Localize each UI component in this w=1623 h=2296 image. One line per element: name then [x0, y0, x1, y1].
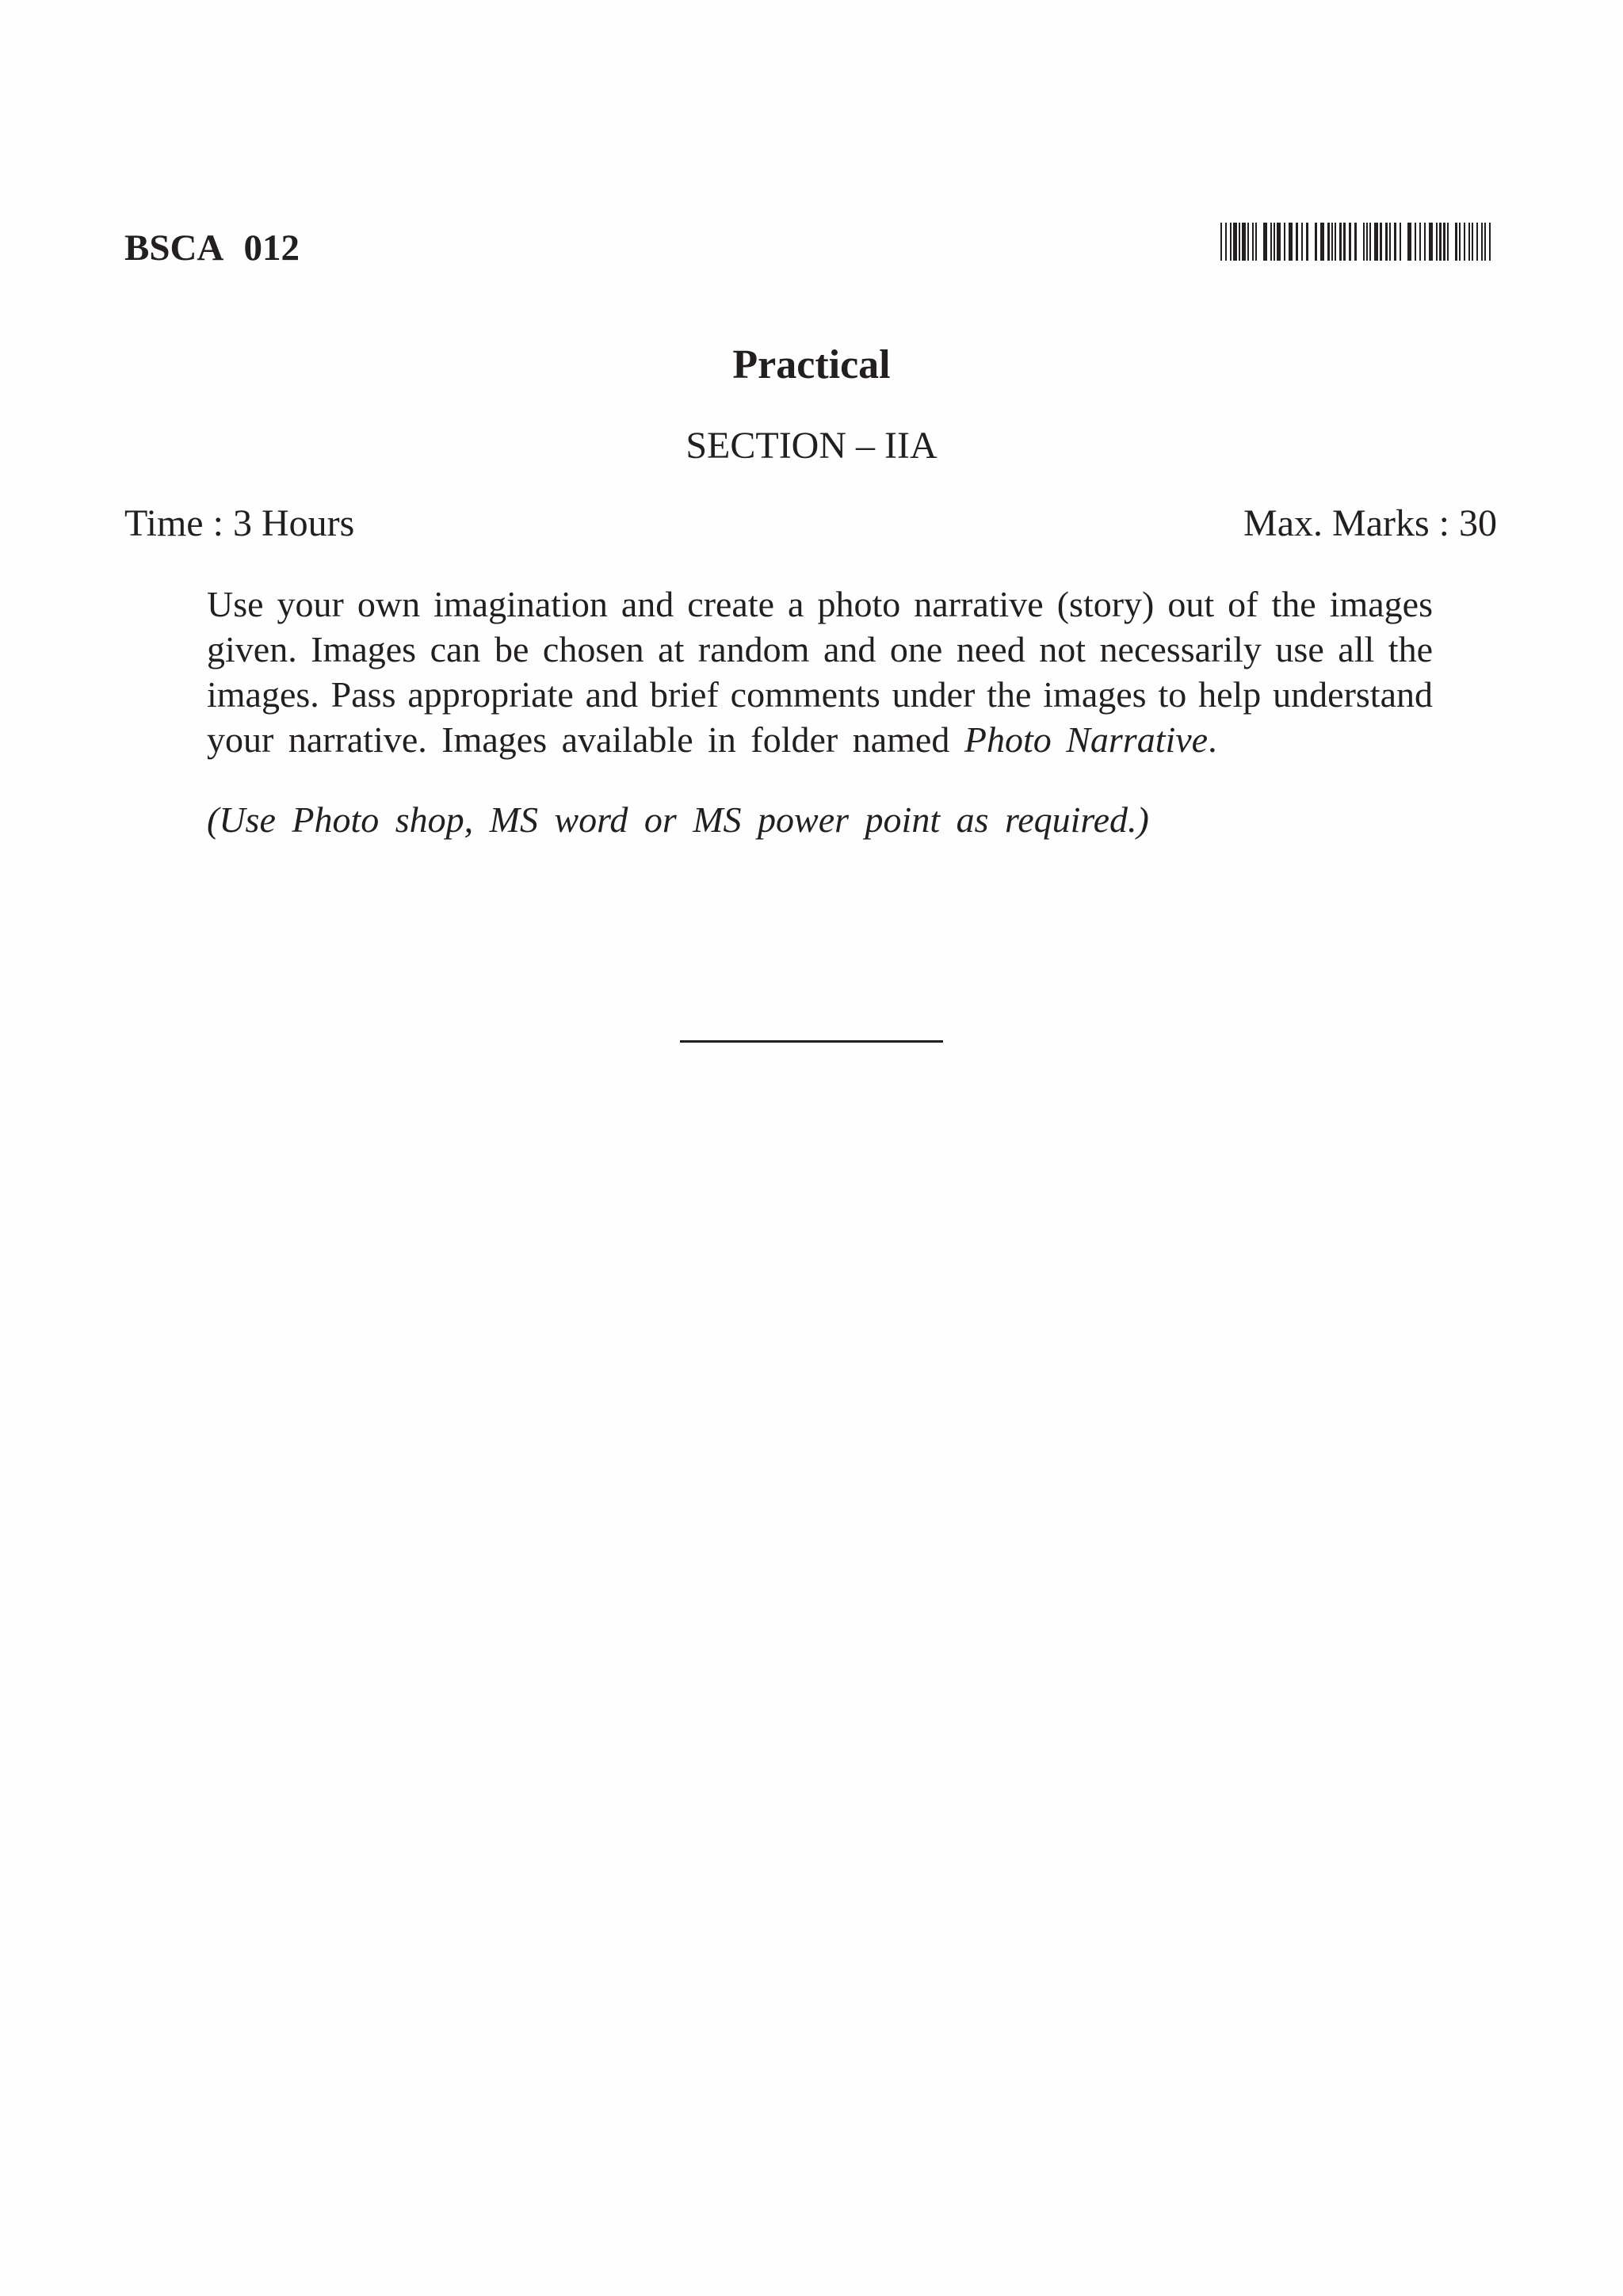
instruction-line: images. Pass appropriate and brief comments under the images to help understand: [207, 674, 1433, 715]
barcode-bar: [1255, 223, 1257, 261]
instruction-line-last: [207, 717, 1433, 762]
barcode-bar: [1277, 223, 1281, 261]
barcode-bar: [1263, 223, 1267, 261]
barcode-bar: [1284, 223, 1285, 261]
barcode-bar: [1472, 223, 1473, 261]
section-heading: SECTION – IIA: [685, 425, 938, 467]
barcode-bar: [1459, 223, 1461, 261]
max-marks: Max. Marks : 30: [1243, 502, 1497, 544]
barcode-bar: [1429, 223, 1433, 261]
barcode-bar: [1242, 223, 1246, 261]
barcode-bar: [1349, 223, 1351, 261]
barcode-bar: [1301, 223, 1303, 261]
barcode-bar: [1220, 223, 1222, 261]
barcode-bar: [1476, 223, 1478, 261]
folder-name: Photo Narrative: [964, 719, 1209, 760]
barcode-bar: [1296, 223, 1298, 261]
barcode-bar: [1374, 223, 1378, 261]
barcode-bar: [1369, 223, 1371, 261]
exam-info-row: [124, 500, 1497, 547]
barcode-bar: [1230, 223, 1232, 261]
barcode-bar: [1239, 223, 1240, 261]
barcode-bar: [1389, 223, 1391, 261]
barcode-bar: [1436, 223, 1438, 261]
barcode-bar: [1468, 223, 1470, 261]
barcode-bar: [1400, 223, 1401, 261]
barcode-bar: [1335, 223, 1336, 261]
software-note: (Use Photo shop, MS word or MS power point as required.): [207, 799, 1149, 840]
barcode-bar: [1366, 223, 1368, 261]
barcode-bar: [1415, 223, 1416, 261]
barcode-bar: [1407, 223, 1411, 261]
barcode-bar: [1380, 223, 1382, 261]
barcode-bar: [1394, 223, 1396, 261]
barcode-bar: [1289, 223, 1293, 261]
instructions-paragraph: [207, 582, 1433, 762]
barcode-bar: [1225, 223, 1227, 261]
instruction-text: your narrative. Images available in folder named: [207, 719, 964, 760]
barcode-bar: [1270, 223, 1272, 261]
barcode-bar: [1385, 223, 1388, 261]
barcode-bar: [1489, 223, 1491, 261]
paper-code: BSCA 012: [124, 227, 300, 269]
barcode-bar: [1320, 223, 1324, 261]
barcode-bar: [1331, 223, 1333, 261]
barcode-bar: [1484, 223, 1486, 261]
instruction-line: Use your own imagination and create a photo narrative (story) out of the images: [207, 584, 1433, 624]
barcode-bar: [1455, 223, 1457, 261]
barcode-bar: [1233, 223, 1237, 261]
barcode-bar: [1464, 223, 1465, 261]
barcode-bar: [1481, 223, 1483, 261]
time-allowed: Time : 3 Hours: [124, 502, 355, 544]
barcode-bar: [1447, 223, 1449, 261]
barcode-bar: [1247, 223, 1249, 261]
barcode-bar: [1363, 223, 1365, 261]
barcode-bar: [1274, 223, 1275, 261]
barcode-bar: [1315, 223, 1317, 261]
barcode: [1220, 223, 1497, 261]
barcode-bar: [1252, 223, 1254, 261]
barcode-bar: [1439, 223, 1442, 261]
page-title: Practical: [732, 342, 891, 387]
barcode-bar: [1339, 223, 1342, 261]
barcode-bar: [1306, 223, 1308, 261]
barcode-bar: [1424, 223, 1426, 261]
barcode-bar: [1327, 223, 1330, 261]
barcode-bar: [1354, 223, 1357, 261]
barcode-bar: [1443, 223, 1445, 261]
barcode-bar: [1343, 223, 1346, 261]
instruction-period: .: [1208, 719, 1217, 760]
barcode-bar: [1419, 223, 1421, 261]
instruction-line: given. Images can be chosen at random and one need not necessarily use all the: [207, 629, 1433, 669]
end-rule: [680, 1040, 943, 1043]
